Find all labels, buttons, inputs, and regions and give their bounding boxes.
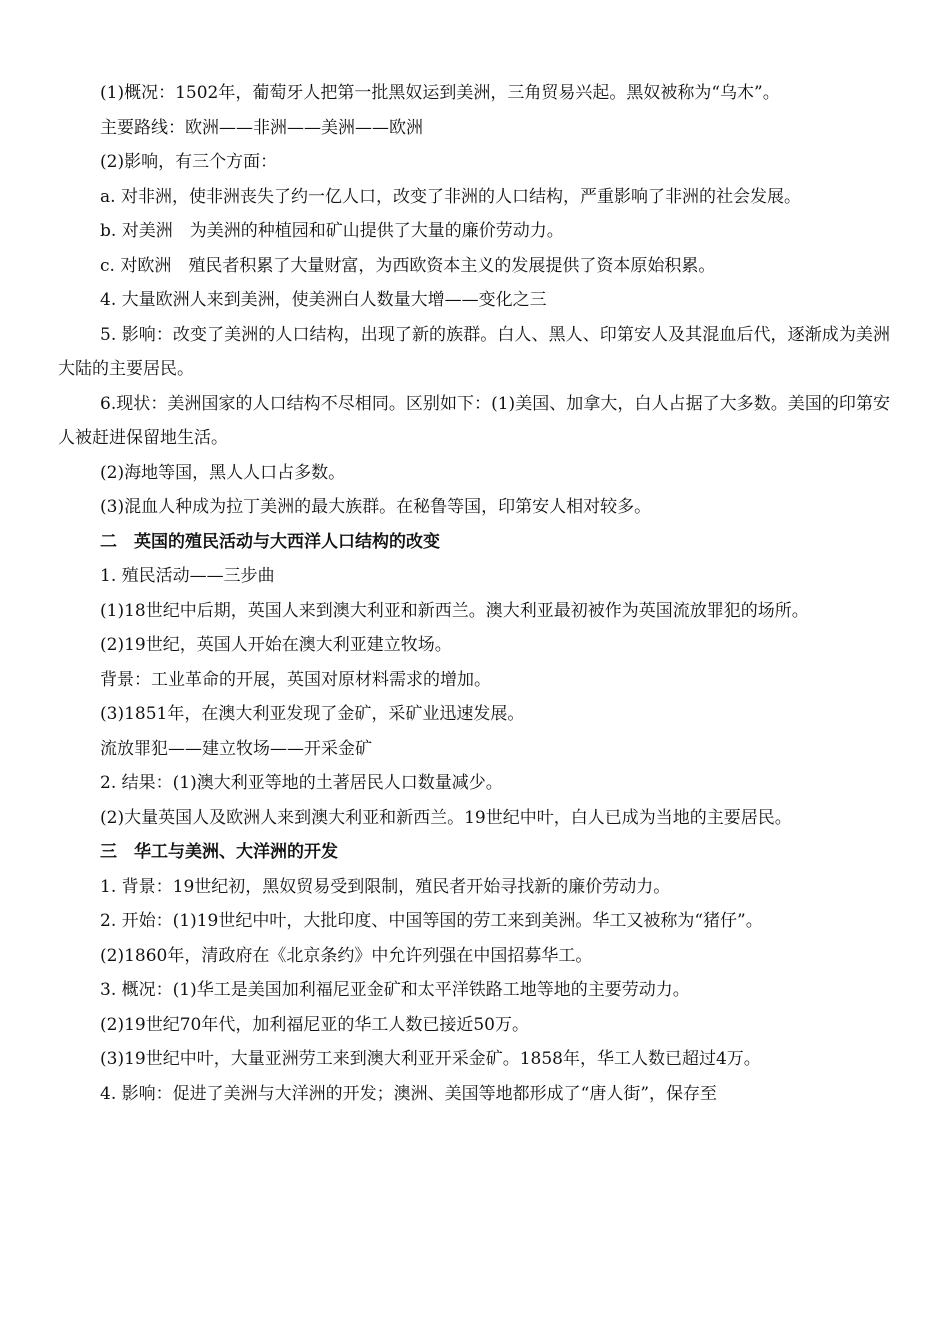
- paragraph: (3)混血人种成为拉丁美洲的最大族群。在秘鲁等国，印第安人相对较多。: [100, 497, 652, 517]
- paragraph: (1)18世纪中后期，英国人来到澳大利亚和新西兰。澳大利亚最初被作为英国流放罪犯的场所。: [100, 600, 809, 621]
- paragraph: c. 对欧洲 殖民者积累了大量财富，为西欧资本主义的发展提供了资本原始积累。: [100, 255, 716, 276]
- paragraph: 6.现状：美洲国家的人口结构不尽相同。区别如下：(1)美国、加拿大，白人占据了大多数。美国的印第安人被赶进保留地生活。: [58, 393, 890, 448]
- paragraph: 1. 背景：19世纪初，黑奴贸易受到限制，殖民者开始寻找新的廉价劳动力。: [100, 876, 671, 897]
- paragraph: (1)概况：1502年，葡萄牙人把第一批黑奴运到美洲，三角贸易兴起。黑奴被称为“乌木”。: [100, 83, 780, 103]
- paragraph: 主要路线：欧洲——非洲——美洲——欧洲: [100, 117, 423, 138]
- paragraph: 4. 影响：促进了美洲与大洋洲的开发；澳洲、美国等地都形成了“唐人街”，保存至: [100, 1083, 718, 1104]
- document-body: [58, 76, 890, 1111]
- paragraph: (2)大量英国人及欧洲人来到澳大利亚和新西兰。19世纪中叶，白人已成为当地的主要居民。: [100, 807, 792, 828]
- paragraph: (2)19世纪，英国人开始在澳大利亚建立牧场。: [100, 635, 452, 655]
- paragraph: (2)影响，有三个方面：: [100, 152, 278, 172]
- paragraph: 1. 殖民活动——三步曲: [100, 566, 275, 586]
- paragraph: 流放罪犯——建立牧场——开采金矿: [100, 738, 372, 759]
- paragraph: (2)19世纪70年代，加利福尼亚的华工人数已接近50万。: [100, 1014, 529, 1035]
- paragraph: (2)1860年，清政府在《北京条约》中允许列强在中国招募华工。: [100, 945, 593, 966]
- paragraph: 2. 结果：(1)澳大利亚等地的土著居民人口数量减少。: [100, 773, 503, 793]
- section-heading: 二 英国的殖民活动与大西洋人口结构的改变: [100, 531, 440, 552]
- paragraph: (3)1851年，在澳大利亚发现了金矿，采矿业迅速发展。: [100, 704, 525, 724]
- paragraph: 背景：工业革命的开展，英国对原材料需求的增加。: [100, 669, 491, 690]
- paragraph: 4. 大量欧洲人来到美洲，使美洲白人数量大增——变化之三: [100, 290, 547, 310]
- paragraph: (2)海地等国，黑人人口占多数。: [100, 462, 346, 483]
- paragraph: b. 对美洲 为美洲的种植园和矿山提供了大量的廉价劳动力。: [100, 221, 564, 241]
- paragraph: 2. 开始：(1)19世纪中叶，大批印度、中国等国的劳工来到美洲。华工又被称为“猪仔”。: [100, 911, 763, 931]
- paragraph: 5. 影响：改变了美洲的人口结构，出现了新的族群。白人、黑人、印第安人及其混血后代，逐渐成为美洲大陆的主要居民。: [58, 324, 890, 379]
- paragraph: (3)19世纪中叶，大量亚洲劳工来到澳大利亚开采金矿。1858年，华工人数已超过4万。: [100, 1049, 761, 1069]
- paragraph: a. 对非洲，使非洲丧失了约一亿人口，改变了非洲的人口结构，严重影响了非洲的社会发展。: [100, 186, 801, 207]
- section-heading: 三 华工与美洲、大洋洲的开发: [100, 842, 338, 862]
- paragraph: 3. 概况：(1)华工是美国加利福尼亚金矿和太平洋铁路工地等地的主要劳动力。: [100, 980, 690, 1000]
